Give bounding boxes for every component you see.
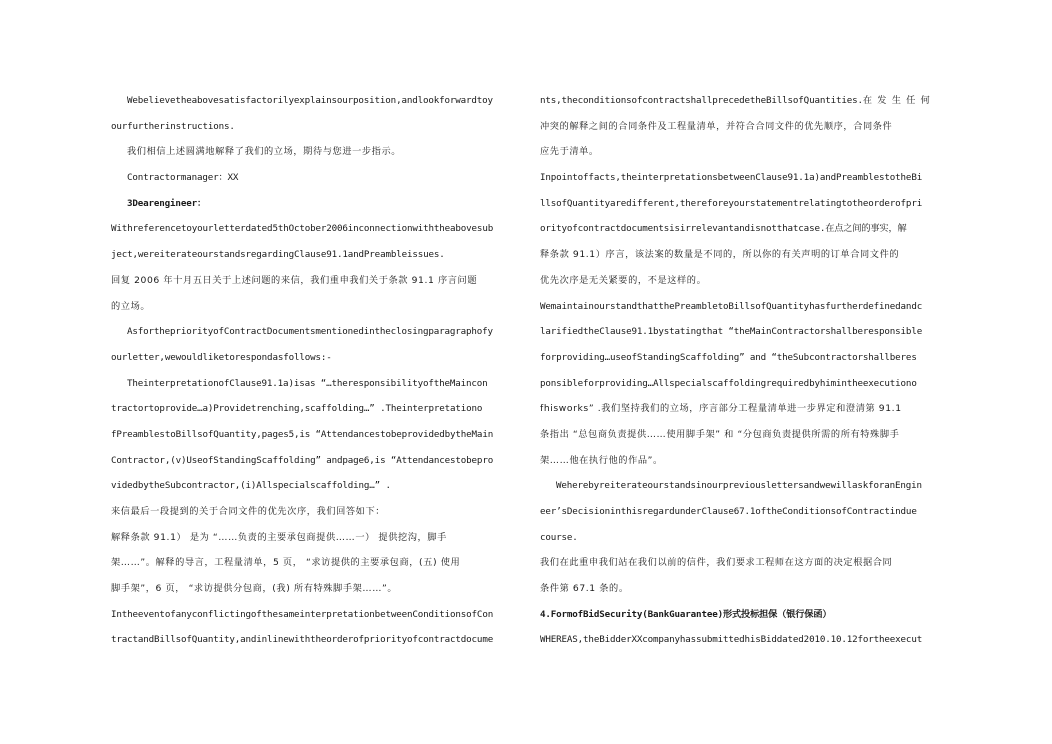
text-line: 应先于清单。 — [540, 146, 599, 158]
text-line: 我们相信上述圆满地解释了我们的立场，期待与您进一步指示。 — [127, 146, 402, 158]
text-line: fhisworks” .我们坚持我们的立场，序言部分工程量清单进一步界定和澄清第 91.1 — [540, 403, 902, 415]
text-line: 解释条款 91.1） 是为 “……负责的主要承包商提供……一） 提供挖沟，脚手 — [111, 531, 447, 543]
text-line: 3Dearengineer： — [127, 197, 206, 209]
text-line: 条件第 67.1 条的。 — [540, 583, 629, 595]
text-line: WHEREAS,theBidderXXcompanyhassubmittedhisBiddated2010.10.12fortheexecut — [540, 634, 923, 646]
left-column — [111, 88, 511, 653]
text-line: ject,wereiterateourstandsregardingClause91.1andPreambleissues. — [111, 249, 445, 261]
text-line: forproviding…useofStandingScaffolding” and “theSubcontractorshallberes — [540, 351, 917, 363]
text-line: videdbytheSubcontractor,(i)Allspecialscaffolding…” . — [111, 480, 391, 492]
text-line: tractortoprovide…a)Providetrenching,scaffolding…” .Theinterpretationo — [111, 403, 483, 415]
text-line: 冲突的解释之间的合同条件及工程量清单，并符合合同文件的优先顺序，合同条件 — [540, 120, 893, 132]
right-column — [540, 88, 940, 653]
text-line: 优先次序是无关紧要的，不是这样的。 — [540, 274, 707, 286]
text-line: Contractor,(v)UseofStandingScaffolding” andpage6,is “Attendancestobepro — [111, 454, 494, 466]
text-line: WeherebyreiterateourstandsinourpreviouslettersandwewillaskforanEngin — [556, 480, 922, 492]
text-line: WemaintainourstandthatthePreambletoBillsofQuantityhasfurtherdefinedandc — [540, 300, 923, 312]
text-line: TheinterpretationofClause91.1a)isas “…theresponsibilityoftheMaincon — [127, 377, 488, 389]
text-line: ponsibleforproviding…Allspecialscaffoldingrequiredbyhimintheexecutiono — [540, 377, 917, 389]
text-line: 条指出 “总包商负责提供……使用脚手架” 和 “分包商负责提供所需的所有特殊脚手 — [540, 428, 900, 440]
text-line: 架……”。解释的导言，工程量清单，5 页， “求访提供的主要承包商，(五) 使用 — [111, 557, 461, 569]
text-line: IntheeventofanyconflictingofthesameinterpretationbetweenConditionsofCon — [111, 608, 494, 620]
text-line: 4.FormofBidSecurity(BankGuarantee)形式投标担保（银行保函） — [540, 608, 832, 620]
text-line: Withreferencetoyourletterdated5thOctober2006inconnectionwiththeabovesub — [111, 223, 494, 235]
text-line: course. — [540, 531, 578, 543]
text-line: 释条款 91.1）序言，该法案的数量是不同的，所以你的有关声明的订单合同文件的 — [540, 249, 900, 261]
text-line: 回复 2006 年十月五日关于上述问题的来信，我们重申我们关于条款 91.1 序言问题 — [111, 274, 478, 286]
text-line: llsofQuantityaredifferent,thereforeyourstatementrelatingtotheorderofpri — [540, 197, 923, 209]
text-line: 来信最后一段提到的关于合同文件的优先次序，我们回答如下： — [111, 506, 386, 517]
text-line: 脚手架”，6 页， “求访提供分包商，(我) 所有特殊脚手架……”。 — [111, 583, 398, 595]
text-line: fPreamblestoBillsofQuantity,pages5,is “AttendancestobeprovidedbytheMain — [111, 428, 494, 440]
text-line: tractandBillsofQuantity,andinlinewiththeorderofpriorityofcontractdocume — [111, 634, 494, 646]
text-line: 架……他在执行他的作品”。 — [540, 454, 663, 466]
text-line: AsforthepriorityofContractDocumentsmentionedintheclosingparagraphofy — [127, 326, 493, 338]
text-line: nts,theconditionsofcontractshallprecedetheBillsofQuantities.在 发 生 任 何 — [540, 95, 930, 106]
text-line: 我们在此重申我们站在我们以前的信件，我们要求工程师在这方面的决定根据合同 — [540, 557, 893, 569]
text-line: Webelievetheabovesatisfactorilyexplainsourposition,andlookforwardtoy — [127, 95, 493, 106]
text-line: larifiedtheClause91.1bystatingthat “theMainContractorshallberesponsible — [540, 326, 923, 338]
text-line: ourletter,wewouldliketorespondasfollows:- — [111, 351, 332, 363]
text-line: eer’sDecisioninthisregardunderClause67.1oftheConditionsofContractindue — [540, 506, 917, 517]
text-line: Inpointoffacts,theinterpretationsbetweenClause91.1a)andPreamblestotheBi — [540, 172, 923, 184]
text-line: 的立场。 — [111, 300, 151, 312]
text-line: Contractormanager：XX — [127, 172, 239, 184]
text-line: orityofcontractdocumentsisirrelevantandisnotthatcase.在点之间的事实，解 — [540, 223, 907, 235]
text-line: ourfurtherinstructions. — [111, 120, 235, 132]
